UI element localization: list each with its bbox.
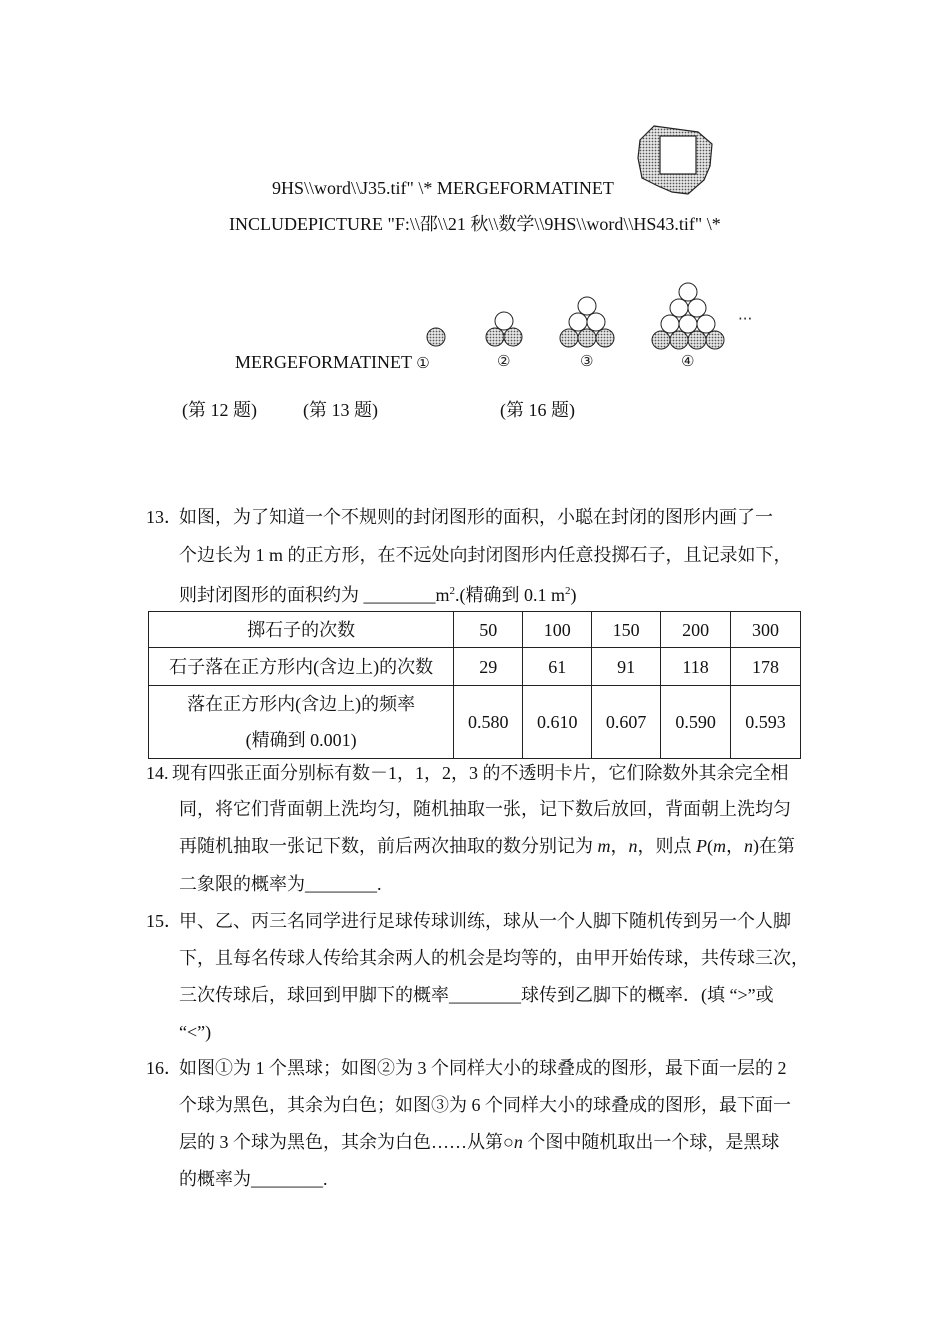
ball-black xyxy=(560,329,578,347)
q14-line-1: 现有四张正面分别标有数－1，1，2，3 的不透明卡片，它们除数外其余完全相 xyxy=(172,763,789,783)
table-cell: 0.607 xyxy=(592,686,661,759)
ball-white xyxy=(679,315,697,333)
ball-black xyxy=(504,328,522,346)
ellipsis: ··· xyxy=(738,310,753,328)
ball-black xyxy=(578,329,596,347)
ball-white xyxy=(569,313,587,331)
ball-white xyxy=(670,299,688,317)
caption-q16: (第 16 题) xyxy=(500,400,575,420)
ball-stack-figure xyxy=(420,282,760,374)
table-row xyxy=(149,648,801,686)
table-cell: 0.590 xyxy=(661,686,731,759)
fig-label-1: ① xyxy=(416,354,430,372)
q14-number: 14. xyxy=(146,763,169,783)
table-cell: 50 xyxy=(454,612,523,648)
table-cell: 0.593 xyxy=(731,686,801,759)
table-cell: 0.580 xyxy=(454,686,523,759)
ball-black xyxy=(670,331,688,349)
table-cell: 150 xyxy=(592,612,661,648)
caption-q12: (第 12 题) xyxy=(182,400,257,420)
ball-white xyxy=(697,315,715,333)
q16-line-3: 层的 3 个球为黑色，其余为白色……从第○n 个图中随机取出一个球，是黑球 xyxy=(179,1132,780,1152)
table-cell: 0.610 xyxy=(523,686,592,759)
q16-line-4: 的概率为________. xyxy=(179,1169,328,1189)
q13-line-3: 则封闭图形的面积约为 $\_\_\_\_\_\_\_\_m^2$.(精确到 0.1 $m^2$) xyxy=(179,585,577,605)
table-cell: 118 xyxy=(661,648,731,686)
ball-white xyxy=(495,312,513,330)
q15-number: 15． xyxy=(146,911,182,931)
ball-white xyxy=(661,315,679,333)
q13-number: 13． xyxy=(146,507,182,527)
q16-number: 16． xyxy=(146,1058,182,1078)
field-code-line-3 xyxy=(235,350,430,375)
field-code-line-1: 9HS\\word\\J35.tif" \* MERGEFORMATINET xyxy=(272,178,614,198)
field-code-line-2: INCLUDEPICTURE "F:\\邵\\21 秋\\数学\\9HS\\word\\HS43.tif" \* xyxy=(229,214,721,234)
ball-white xyxy=(578,297,596,315)
q13-line-1: 如图，为了知道一个不规则的封闭图形的面积，小聪在封闭的图形内画了一 xyxy=(179,507,773,527)
caption-q13: (第 13 题) xyxy=(303,400,378,420)
table-cell: 掷石子的次数 xyxy=(149,612,454,648)
q13-line-2: 个边长为 1 m 的正方形，在不远处向封闭图形内任意投掷石子，且记录如下， xyxy=(179,545,792,565)
table-cell: 29 xyxy=(454,648,523,686)
q13-table xyxy=(148,611,801,759)
q16-line-1: 如图①为 1 个黑球；如图②为 3 个同样大小的球叠成的图形，最下面一层的 2 xyxy=(179,1058,787,1078)
table-cell: 61 xyxy=(523,648,592,686)
table-row xyxy=(149,612,801,648)
ball-black xyxy=(427,328,445,346)
table-cell: 200 xyxy=(661,612,731,648)
irregular-shape-figure xyxy=(636,122,716,198)
ball-black xyxy=(706,331,724,349)
table-cell: 91 xyxy=(592,648,661,686)
ball-black xyxy=(688,331,706,349)
table-cell: 100 xyxy=(523,612,592,648)
q15-line-2: 下，且每名传球人传给其余两人的机会是均等的，由甲开始传球，共传球三次， xyxy=(179,948,809,968)
table-cell: 300 xyxy=(731,612,801,648)
table-row xyxy=(149,686,801,759)
table-cell: 石子落在正方形内(含边上)的次数 xyxy=(149,648,454,686)
fig-label-4: ④ xyxy=(681,352,695,370)
fig-label-2: ② xyxy=(497,352,511,370)
q16-line-2: 个球为黑色，其余为白色；如图③为 6 个同样大小的球叠成的图形，最下面一 xyxy=(179,1095,791,1115)
table-cell: 178 xyxy=(731,648,801,686)
q15-line-4: “<”) xyxy=(179,1022,212,1042)
fig-label-3: ③ xyxy=(580,352,594,370)
ball-white xyxy=(679,283,697,301)
q15-line-1: 甲、乙、丙三名同学进行足球传球训练，球从一个人脚下随机传到另一个人脚 xyxy=(179,911,791,931)
ball-black xyxy=(486,328,504,346)
ball-white xyxy=(688,299,706,317)
ball-black xyxy=(596,329,614,347)
ball-black xyxy=(652,331,670,349)
q14-line-4: 二象限的概率为________. xyxy=(179,874,382,894)
q15-line-3: 三次传球后，球回到甲脚下的概率________球传到乙脚下的概率．(填 “>”或 xyxy=(179,985,774,1005)
field-code-text: MERGEFORMATINET xyxy=(235,352,412,372)
q14-line-3: 再随机抽取一张记下数，前后两次抽取的数分别记为 m，n，则点 P(m，n)在第 xyxy=(179,836,795,856)
q14-line-2: 同，将它们背面朝上洗均匀，随机抽取一张，记下数后放回，背面朝上洗均匀 xyxy=(179,799,791,819)
table-cell: 落在正方形内(含边上)的频率 (精确到 0.001) xyxy=(149,686,454,759)
ball-white xyxy=(587,313,605,331)
